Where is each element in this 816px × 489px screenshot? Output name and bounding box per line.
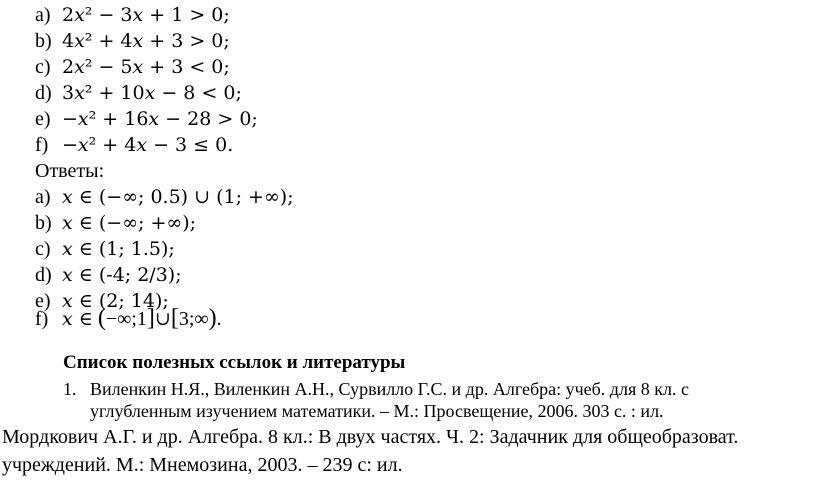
answer-b xyxy=(35,210,196,236)
problem-expression: −𝑥² + 4𝑥 − 3 ≤ 0. xyxy=(62,134,234,156)
problem-label: f) xyxy=(35,134,49,156)
problem-expression: 2𝑥² − 5𝑥 + 3 < 0; xyxy=(62,56,230,78)
answer-expression-x: 𝑥 ∈ xyxy=(62,308,93,330)
answer-label: a) xyxy=(35,186,51,208)
problem-label: a) xyxy=(35,4,51,26)
problem-b xyxy=(35,28,230,54)
reference-1-number: 1. xyxy=(63,379,77,399)
reference-2-line-1: Мордкович А.Г. и др. Алгебра. 8 кл.: В двух частях. Ч. 2: Задачник для общеобразоват. xyxy=(2,426,739,448)
answer-label: c) xyxy=(35,238,51,260)
problem-a xyxy=(35,2,230,28)
problem-d xyxy=(35,80,242,106)
answer-interval-2: 3;∞ xyxy=(178,308,209,330)
answer-a xyxy=(35,184,294,210)
answer-end: . xyxy=(216,308,222,330)
answer-label: e) xyxy=(35,290,51,312)
problem-e xyxy=(35,106,258,132)
answer-label: b) xyxy=(35,212,52,234)
answers-heading: Ответы: xyxy=(35,160,105,182)
answer-f: f) 𝑥 ∈ (−∞;1]∪[3;∞). xyxy=(35,301,222,336)
answer-expression: 𝑥 ∈ (2; 14); xyxy=(62,290,169,312)
problem-expression: 4𝑥² + 4𝑥 + 3 > 0; xyxy=(62,30,230,52)
problem-label: b) xyxy=(35,30,52,52)
answer-expression: 𝑥 ∈ (1; 1.5); xyxy=(62,238,175,260)
problem-label: e) xyxy=(35,108,51,130)
problem-expression: −𝑥² + 16𝑥 − 28 > 0; xyxy=(62,108,258,130)
answer-expression: 𝑥 ∈ (−∞; +∞); xyxy=(62,212,197,234)
problem-f xyxy=(35,132,233,158)
answer-d xyxy=(35,262,182,288)
problem-label: c) xyxy=(35,56,51,78)
problem-c xyxy=(35,54,230,80)
problem-expression: 3𝑥² + 10𝑥 − 8 < 0; xyxy=(62,82,242,104)
references-heading: Список полезных ссылок и литературы xyxy=(63,352,406,373)
answer-label: f) xyxy=(35,308,49,330)
answer-expression: 𝑥 ∈ (−∞; 0.5) ∪ (1; +∞); xyxy=(62,186,294,208)
answer-expression: 𝑥 ∈ (-4; 2/3); xyxy=(62,264,182,286)
reference-2-line-2: учреждений. М.: Мнемозина, 2003. – 239 с: ил. xyxy=(2,454,403,476)
answer-interval-1: −∞;1 xyxy=(105,308,147,330)
answer-label: d) xyxy=(35,264,52,286)
problem-label: d) xyxy=(35,82,52,104)
reference-1-line-1: Виленкин Н.Я., Виленкин А.Н., Сурвилло Г.С. и др. Алгебра: учеб. для 8 кл. с xyxy=(90,379,689,399)
answer-union: ∪ xyxy=(154,308,171,330)
answer-c xyxy=(35,236,175,262)
problem-expression: 2𝑥² − 3𝑥 + 1 > 0; xyxy=(62,4,230,26)
reference-1-line-2: углубленным изучением математики. – М.: Просвещение, 2006. 303 с. : ил. xyxy=(90,401,664,421)
